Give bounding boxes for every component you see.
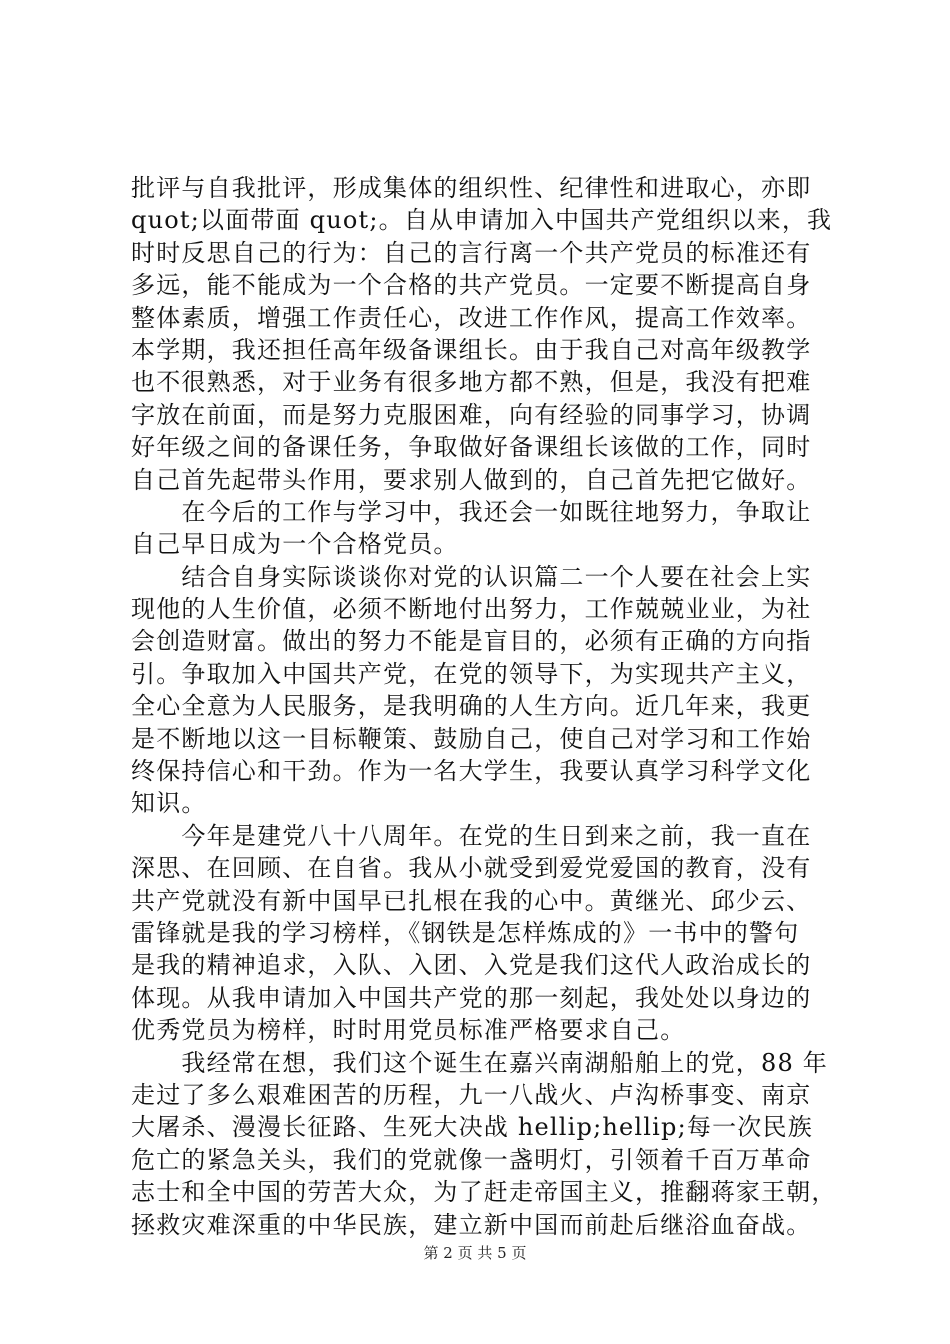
- text-line: 多远，能不能成为一个合格的共产党员。一定要不断提高自身: [131, 271, 812, 300]
- text-line: 也不很熟悉，对于业务有很多地方都不熟，但是，我没有把难: [131, 368, 812, 397]
- text-line: quot;以面带面 quot;。自从申请加入中国共产党组织以来，我: [131, 206, 833, 235]
- text-line: 走过了多么艰难困苦的历程，九一八战火、卢沟桥事变、南京: [131, 1080, 812, 1109]
- text-line: 雷锋就是我的学习榜样，《钢铁是怎样炼成的》一书中的警句: [131, 918, 800, 947]
- text-line: 优秀党员为榜样，时时用党员标准严格要求自己。: [131, 1016, 686, 1045]
- text-line: 志士和全中国的劳苦大众，为了赶走帝国主义，推翻蒋家王朝，: [131, 1178, 837, 1207]
- text-line: 自己首先起带头作用，要求别人做到的，自己首先把它做好。: [131, 465, 812, 494]
- text-line: 字放在前面，而是努力克服困难，向有经验的同事学习，协调: [131, 400, 812, 429]
- text-line: 拯救灾难深重的中华民族，建立新中国而前赴后继浴血奋战。: [131, 1210, 812, 1239]
- text-line: 大屠杀、漫漫长征路、生死大决战 hellip;hellip;每一次民族: [131, 1113, 813, 1142]
- text-line: 在今后的工作与学习中，我还会一如既往地努力，争取让: [131, 497, 812, 526]
- text-line: 终保持信心和干劲。作为一名大学生，我要认真学习科学文化: [131, 757, 812, 786]
- text-line: 我经常在想，我们这个诞生在嘉兴南湖船舶上的党，88 年: [131, 1048, 828, 1077]
- text-line: 是不断地以这一目标鞭策、鼓励自己，使自己对学习和工作始: [131, 724, 812, 753]
- text-line: 会创造财富。做出的努力不能是盲目的，必须有正确的方向指: [131, 627, 812, 656]
- page-number: 第 2 页 共 5 页: [423, 1244, 527, 1262]
- page-footer: [0, 1242, 950, 1263]
- text-line: 结合自身实际谈谈你对党的认识篇二一个人要在社会上实: [131, 562, 812, 591]
- text-line: 是我的精神追求，入队、入团、入党是我们这代人政治成长的: [131, 951, 812, 980]
- text-line: 自己早日成为一个合格党员。: [131, 530, 459, 559]
- text-line: 体现。从我申请加入中国共产党的那一刻起，我处处以身边的: [131, 983, 812, 1012]
- text-line: 整体素质，增强工作责任心，改进工作作风，提高工作效率。: [131, 303, 812, 332]
- text-line: 危亡的紧急关头，我们的党就像一盏明灯，引领着千百万革命: [131, 1145, 812, 1174]
- text-line: 现他的人生价值，必须不断地付出努力，工作兢兢业业，为社: [131, 595, 812, 624]
- text-line: 今年是建党八十八周年。在党的生日到来之前，我一直在: [131, 821, 812, 850]
- text-line: 共产党就没有新中国早已扎根在我的心中。黄继光、邱少云、: [131, 886, 812, 915]
- document-body: [131, 172, 837, 1241]
- text-line: 知识。: [131, 789, 207, 818]
- text-line: 深思、在回顾、在自省。我从小就受到爱党爱国的教育，没有: [131, 854, 812, 883]
- text-line: 全心全意为人民服务，是我明确的人生方向。近几年来，我更: [131, 692, 812, 721]
- text-line: 时时反思自己的行为：自己的言行离一个共产党员的标准还有: [131, 238, 812, 267]
- text-line: 批评与自我批评，形成集体的组织性、纪律性和进取心，亦即: [131, 174, 812, 202]
- text-line: 引。争取加入中国共产党，在党的领导下，为实现共产主义，: [131, 659, 812, 688]
- text-line: 好年级之间的备课任务，争取做好备课组长该做的工作，同时: [131, 433, 812, 462]
- text-line: 本学期，我还担任高年级备课组长。由于我自己对高年级教学: [131, 335, 812, 364]
